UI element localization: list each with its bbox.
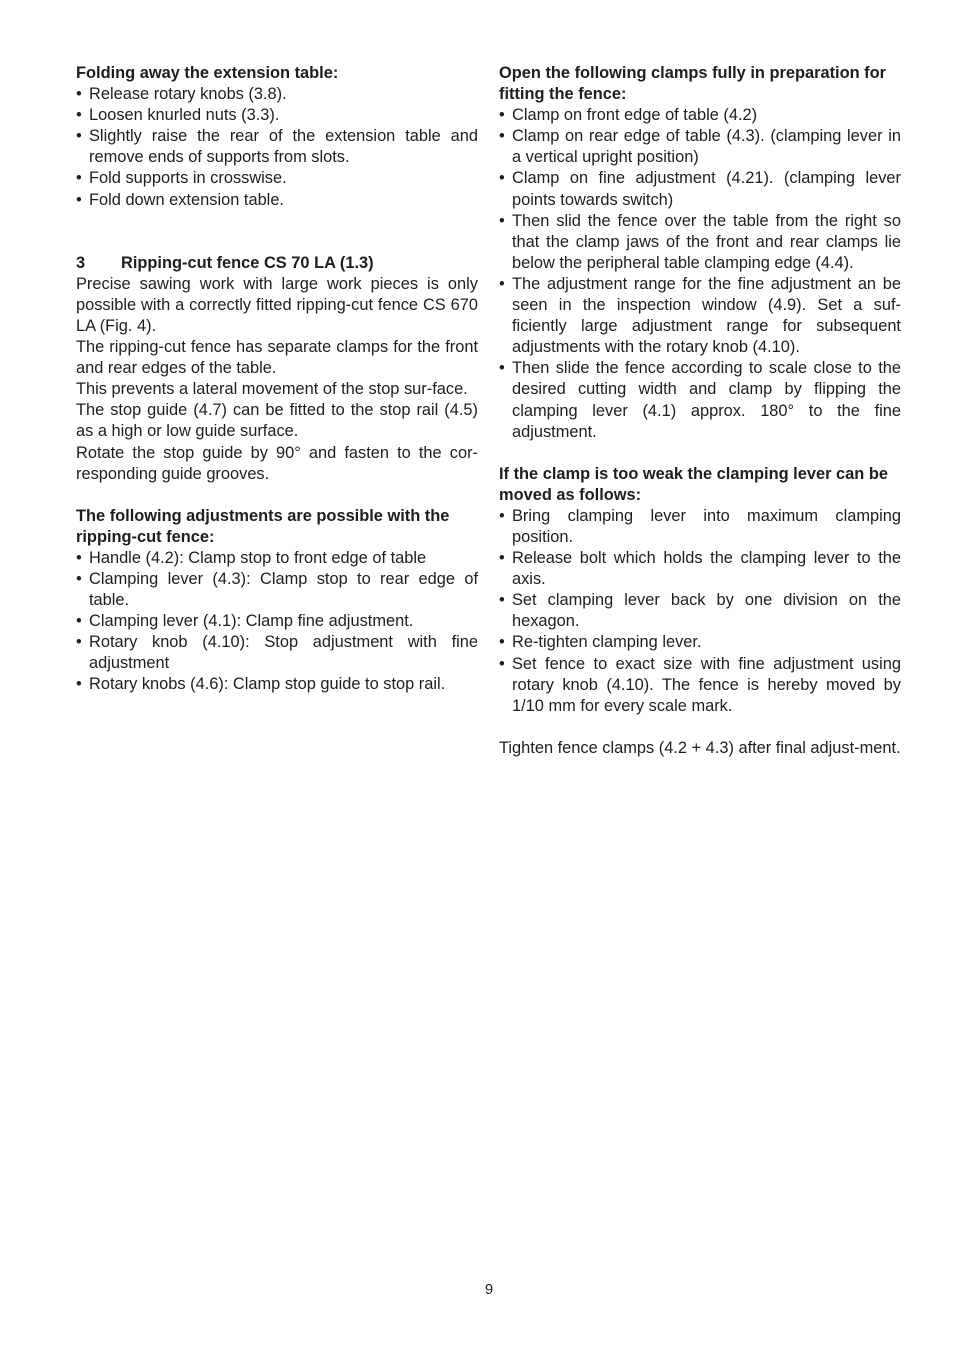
list-item: • Clamp on rear edge of table (4.3). (clamping lever in a vertical upright position) [499, 126, 901, 168]
weak-clamp-heading: If the clamp is too weak the clamping lever can be moved as follows: [499, 464, 888, 504]
list-item: • Loosen knurled nuts (3.3). [76, 105, 478, 126]
folding-heading: Folding away the extension table: [76, 64, 339, 82]
list-item: • Fold supports in crosswise. [76, 168, 478, 189]
list-item: • Clamp on fine adjustment (4.21). (clamping lever points towards switch) [499, 168, 901, 210]
list-item: • The adjustment range for the fine adjustment an be seen in the inspection window (4.9). Set a suf-ficiently large adjustment range for subsequent adjustments with the rotary knob (4.10). [499, 274, 901, 358]
list-item: • Rotary knob (4.10): Stop adjustment with fine adjustment [76, 632, 478, 674]
list-item: • Then slide the fence according to scale close to the desired cutting width and clamp by flipping the clamping lever (4.1) approx. 180° to the fine adjustment. [499, 358, 901, 442]
clamps-list [499, 105, 901, 443]
list-item: • Set clamping lever back by one division on the hexagon. [499, 590, 901, 632]
list-item: • Re-tighten clamping lever. [499, 632, 901, 653]
list-item: • Slightly raise the rear of the extension table and remove ends of supports from slots. [76, 126, 478, 168]
left-column [76, 63, 478, 696]
paragraph: Rotate the stop guide by 90° and fasten to the cor-responding guide grooves. [76, 443, 478, 483]
list-item: • Release bolt which holds the clamping lever to the axis. [499, 548, 901, 590]
weak-clamp-list [499, 506, 901, 717]
paragraph: The ripping-cut fence has separate clamps for the front and rear edges of the table. [76, 338, 478, 378]
list-item: • Clamp on front edge of table (4.2) [499, 105, 901, 126]
list-item: • Fold down extension table. [76, 190, 478, 211]
list-item: • Rotary knobs (4.6): Clamp stop guide to stop rail. [76, 674, 478, 695]
adjustments-heading: The following adjustments are possible with the ripping-cut fence: [76, 506, 450, 546]
list-item: • Bring clamping lever into maximum clamping position. [499, 506, 901, 548]
list-item: • Clamping lever (4.3): Clamp stop to rear edge of table. [76, 569, 478, 611]
list-item: • Handle (4.2): Clamp stop to front edge of table [76, 548, 478, 569]
clamps-heading: Open the following clamps fully in preparation for fitting the fence: [499, 64, 887, 104]
right-column [499, 63, 901, 759]
paragraph: Precise sawing work with large work pieces is only possible with a correctly fitted ripping-cut fence CS 670 LA (Fig. 4). [76, 274, 478, 335]
list-item: • Then slid the fence over the table from the right so that the clamp jaws of the front and rear clamps lie below the peripheral table clamping edge (4.4). [499, 211, 901, 274]
folding-list [76, 84, 478, 211]
section-title [76, 253, 478, 274]
final-paragraph: Tighten fence clamps (4.2 + 4.3) after final adjust-ment. [499, 738, 901, 757]
list-item: • Release rotary knobs (3.8). [76, 84, 478, 105]
section-number: 3 [76, 253, 86, 272]
page-number: 9 [484, 1281, 494, 1298]
paragraph: This prevents a lateral movement of the stop sur-face. [76, 380, 468, 399]
list-item: • Clamping lever (4.1): Clamp fine adjustment. [76, 611, 478, 632]
list-item: • Set fence to exact size with fine adjustment using rotary knob (4.10). The fence is hereby moved by 1/10 mm for every scale mark. [499, 654, 901, 717]
paragraph: The stop guide (4.7) can be fitted to the stop rail (4.5) as a high or low guide surface. [76, 401, 478, 441]
section-title-text: Ripping-cut fence CS 70 LA (1.3) [121, 253, 374, 272]
adjustments-list [76, 548, 478, 696]
